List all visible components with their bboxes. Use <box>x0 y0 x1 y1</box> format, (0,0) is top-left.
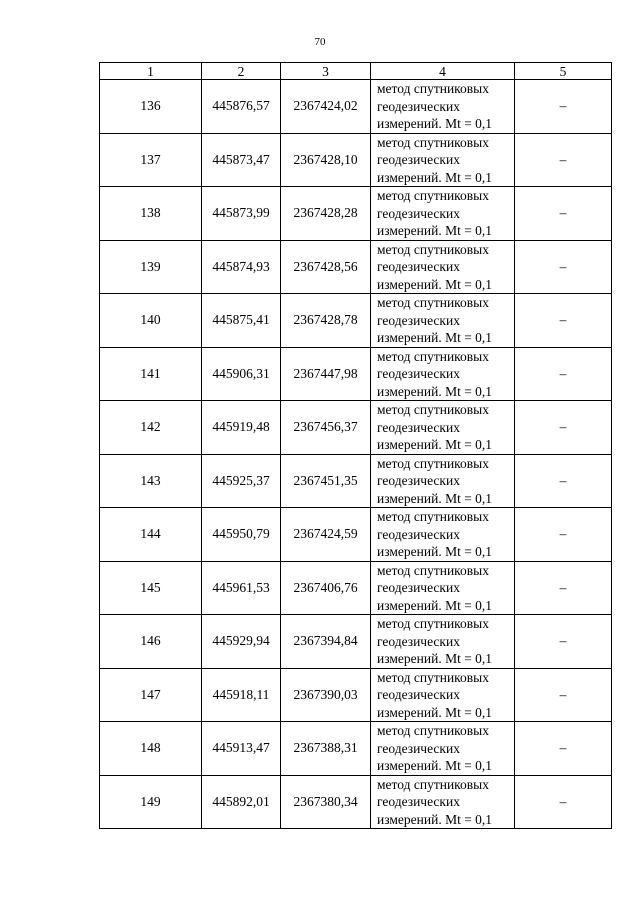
x-coordinate-cell: 445873,99 <box>202 187 281 241</box>
method-line: измерений. Mt = 0,1 <box>377 116 493 131</box>
method-line: геодезических <box>377 312 460 328</box>
y-coordinate-cell: 2367394,84 <box>281 615 371 669</box>
method-line: метод спутниковых <box>377 295 489 310</box>
note-cell: – <box>515 80 612 134</box>
method-cell <box>371 347 515 401</box>
y-coordinate-cell: 2367451,35 <box>281 454 371 508</box>
method-line: измерений. Mt = 0,1 <box>377 811 493 827</box>
column-header-2: 2 <box>202 63 281 80</box>
method-line: метод спутниковых <box>377 776 489 792</box>
method-cell <box>371 187 515 241</box>
table-row <box>100 80 612 134</box>
table-body <box>100 80 612 829</box>
method-cell <box>371 454 515 508</box>
x-coordinate-cell: 445961,53 <box>202 561 281 615</box>
y-coordinate-cell: 2367456,37 <box>281 401 371 455</box>
method-line: метод спутниковых <box>377 402 489 417</box>
x-coordinate-cell: 445913,47 <box>202 722 281 776</box>
method-line: измерений. Mt = 0,1 <box>377 276 493 292</box>
point-number-cell: 136 <box>100 80 202 134</box>
method-cell <box>371 722 515 776</box>
note-cell: – <box>515 775 612 829</box>
table-row <box>100 775 612 829</box>
method-line: измерений. Mt = 0,1 <box>377 383 493 399</box>
method-line: измерений. Mt = 0,1 <box>377 490 493 506</box>
method-cell <box>371 615 515 669</box>
x-coordinate-cell: 445873,47 <box>202 133 281 187</box>
note-cell: – <box>515 240 612 294</box>
coordinates-table <box>99 62 612 829</box>
method-line: геодезических <box>377 687 460 702</box>
x-coordinate-cell: 445874,93 <box>202 240 281 294</box>
method-line: метод спутниковых <box>377 134 489 150</box>
method-line: измерений. Mt = 0,1 <box>377 330 493 345</box>
method-line: метод спутниковых <box>377 616 489 631</box>
table-row <box>100 561 612 615</box>
method-cell <box>371 561 515 615</box>
y-coordinate-cell: 2367380,34 <box>281 775 371 829</box>
point-number-cell: 144 <box>100 508 202 562</box>
note-cell: – <box>515 347 612 401</box>
note-cell: – <box>515 561 612 615</box>
method-line: метод спутниковых <box>377 669 489 685</box>
method-cell <box>371 775 515 829</box>
method-cell <box>371 80 515 134</box>
point-number-cell: 145 <box>100 561 202 615</box>
table-row <box>100 294 612 348</box>
column-header-4: 4 <box>371 63 515 80</box>
column-header-3: 3 <box>281 63 371 80</box>
page-number: 70 <box>314 36 326 48</box>
table-row <box>100 240 612 294</box>
x-coordinate-cell: 445918,11 <box>202 668 281 722</box>
y-coordinate-cell: 2367447,98 <box>281 347 371 401</box>
point-number-cell: 137 <box>100 133 202 187</box>
method-line: метод спутниковых <box>377 562 489 578</box>
note-cell: – <box>515 508 612 562</box>
point-number-cell: 146 <box>100 615 202 669</box>
method-cell <box>371 294 515 348</box>
method-cell <box>371 133 515 187</box>
table-row <box>100 401 612 455</box>
x-coordinate-cell: 445906,31 <box>202 347 281 401</box>
table-row <box>100 508 612 562</box>
y-coordinate-cell: 2367428,10 <box>281 133 371 187</box>
column-header-1: 1 <box>100 63 202 80</box>
point-number-cell: 139 <box>100 240 202 294</box>
method-line: метод спутниковых <box>377 241 489 257</box>
method-line: метод спутниковых <box>377 348 489 364</box>
method-line: метод спутниковых <box>377 723 489 738</box>
note-cell: – <box>515 401 612 455</box>
table-header-row <box>100 63 612 80</box>
method-line: метод спутниковых <box>377 455 489 471</box>
table-row <box>100 133 612 187</box>
table-row <box>100 668 612 722</box>
note-cell: – <box>515 668 612 722</box>
note-cell: – <box>515 133 612 187</box>
point-number-cell: 141 <box>100 347 202 401</box>
point-number-cell: 148 <box>100 722 202 776</box>
method-line: геодезических <box>377 419 460 435</box>
method-line: измерений. Mt = 0,1 <box>377 758 493 773</box>
y-coordinate-cell: 2367428,28 <box>281 187 371 241</box>
method-line: метод спутниковых <box>377 81 489 96</box>
y-coordinate-cell: 2367406,76 <box>281 561 371 615</box>
note-cell: – <box>515 722 612 776</box>
y-coordinate-cell: 2367424,59 <box>281 508 371 562</box>
method-cell <box>371 240 515 294</box>
method-line: измерений. Mt = 0,1 <box>377 597 493 613</box>
table-row <box>100 187 612 241</box>
method-line: геодезических <box>377 366 460 381</box>
point-number-cell: 149 <box>100 775 202 829</box>
method-line: геодезических <box>377 794 460 809</box>
note-cell: – <box>515 615 612 669</box>
x-coordinate-cell: 445875,41 <box>202 294 281 348</box>
x-coordinate-cell: 445950,79 <box>202 508 281 562</box>
note-cell: – <box>515 187 612 241</box>
method-line: измерений. Mt = 0,1 <box>377 223 493 238</box>
x-coordinate-cell: 445892,01 <box>202 775 281 829</box>
method-line: метод спутниковых <box>377 188 489 203</box>
method-line: геодезических <box>377 526 460 542</box>
method-line: измерений. Mt = 0,1 <box>377 544 493 559</box>
y-coordinate-cell: 2367390,03 <box>281 668 371 722</box>
table-row <box>100 722 612 776</box>
method-cell <box>371 401 515 455</box>
point-number-cell: 147 <box>100 668 202 722</box>
point-number-cell: 142 <box>100 401 202 455</box>
method-line: измерений. Mt = 0,1 <box>377 437 493 452</box>
note-cell: – <box>515 454 612 508</box>
note-cell: – <box>515 294 612 348</box>
table-row <box>100 347 612 401</box>
point-number-cell: 138 <box>100 187 202 241</box>
method-line: геодезических <box>377 740 460 756</box>
method-line: геодезических <box>377 152 460 167</box>
table-row <box>100 615 612 669</box>
method-line: метод спутниковых <box>377 509 489 524</box>
method-line: геодезических <box>377 259 460 274</box>
point-number-cell: 143 <box>100 454 202 508</box>
method-cell <box>371 508 515 562</box>
x-coordinate-cell: 445925,37 <box>202 454 281 508</box>
method-line: измерений. Mt = 0,1 <box>377 169 493 185</box>
method-line: измерений. Mt = 0,1 <box>377 704 493 720</box>
y-coordinate-cell: 2367428,56 <box>281 240 371 294</box>
method-cell <box>371 668 515 722</box>
y-coordinate-cell: 2367388,31 <box>281 722 371 776</box>
method-line: геодезических <box>377 580 460 595</box>
y-coordinate-cell: 2367428,78 <box>281 294 371 348</box>
method-line: геодезических <box>377 98 460 114</box>
point-number-cell: 140 <box>100 294 202 348</box>
method-line: геодезических <box>377 473 460 488</box>
y-coordinate-cell: 2367424,02 <box>281 80 371 134</box>
x-coordinate-cell: 445876,57 <box>202 80 281 134</box>
method-line: геодезических <box>377 633 460 649</box>
x-coordinate-cell: 445919,48 <box>202 401 281 455</box>
method-line: геодезических <box>377 205 460 221</box>
x-coordinate-cell: 445929,94 <box>202 615 281 669</box>
table-row <box>100 454 612 508</box>
method-line: измерений. Mt = 0,1 <box>377 651 493 666</box>
column-header-5: 5 <box>515 63 612 80</box>
